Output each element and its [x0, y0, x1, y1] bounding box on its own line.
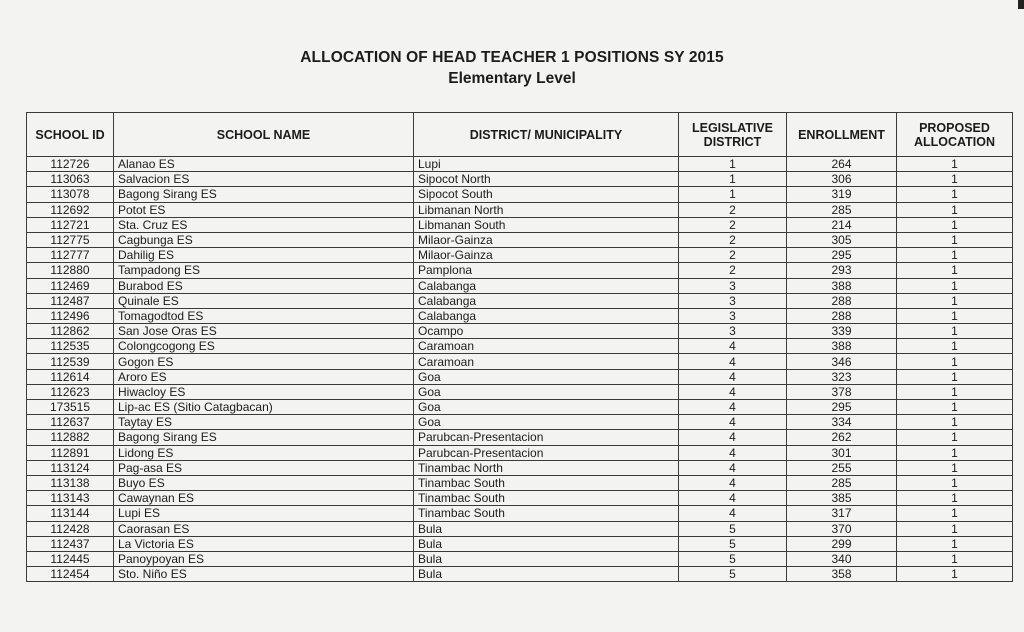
cell-enrollment: 346 — [787, 354, 897, 369]
cell-district: Pamplona — [414, 263, 679, 278]
cell-legislative-district: 4 — [679, 491, 787, 506]
table-row — [27, 369, 1013, 384]
cell-school-id: 112487 — [27, 293, 114, 308]
cell-proposed-allocation: 1 — [897, 248, 1013, 263]
table-row — [27, 445, 1013, 460]
cell-district: Tinambac North — [414, 460, 679, 475]
table-row — [27, 293, 1013, 308]
cell-school-id: 112445 — [27, 551, 114, 566]
table-row — [27, 339, 1013, 354]
cell-legislative-district: 4 — [679, 339, 787, 354]
table-row — [27, 157, 1013, 172]
scan-mark — [1018, 0, 1024, 9]
cell-legislative-district: 3 — [679, 293, 787, 308]
cell-proposed-allocation: 1 — [897, 521, 1013, 536]
cell-school-name: Hiwacloy ES — [114, 384, 414, 399]
cell-district: Sipocot North — [414, 172, 679, 187]
cell-school-name: Panoypoyan ES — [114, 551, 414, 566]
cell-school-name: Cagbunga ES — [114, 232, 414, 247]
table-row — [27, 521, 1013, 536]
table-row — [27, 460, 1013, 475]
cell-school-id: 112496 — [27, 308, 114, 323]
cell-school-id: 112454 — [27, 567, 114, 582]
cell-school-id: 112469 — [27, 278, 114, 293]
cell-school-name: Gogon ES — [114, 354, 414, 369]
cell-legislative-district: 5 — [679, 551, 787, 566]
cell-enrollment: 295 — [787, 248, 897, 263]
cell-school-id: 113143 — [27, 491, 114, 506]
cell-district: Caramoan — [414, 339, 679, 354]
cell-district: Tinambac South — [414, 491, 679, 506]
header-district: DISTRICT/ MUNICIPALITY — [414, 113, 679, 157]
cell-legislative-district: 2 — [679, 202, 787, 217]
cell-enrollment: 378 — [787, 384, 897, 399]
cell-enrollment: 285 — [787, 202, 897, 217]
header-proposed-allocation: PROPOSED ALLOCATION — [897, 113, 1013, 157]
cell-school-name: Pag-asa ES — [114, 460, 414, 475]
cell-proposed-allocation: 1 — [897, 263, 1013, 278]
cell-proposed-allocation: 1 — [897, 415, 1013, 430]
cell-school-name: Tampadong ES — [114, 263, 414, 278]
cell-school-id: 112880 — [27, 263, 114, 278]
table-header-row — [27, 113, 1013, 157]
cell-legislative-district: 5 — [679, 536, 787, 551]
cell-district: Libmanan North — [414, 202, 679, 217]
cell-proposed-allocation: 1 — [897, 491, 1013, 506]
table-row — [27, 172, 1013, 187]
cell-school-id: 173515 — [27, 400, 114, 415]
cell-district: Caramoan — [414, 354, 679, 369]
cell-proposed-allocation: 1 — [897, 445, 1013, 460]
allocation-table — [26, 112, 1013, 582]
cell-legislative-district: 4 — [679, 400, 787, 415]
table-row — [27, 187, 1013, 202]
table-row — [27, 263, 1013, 278]
cell-school-name: Lupi ES — [114, 506, 414, 521]
cell-school-name: Dahilig ES — [114, 248, 414, 263]
cell-legislative-district: 4 — [679, 475, 787, 490]
cell-legislative-district: 4 — [679, 369, 787, 384]
cell-district: Sipocot South — [414, 187, 679, 202]
table-row — [27, 415, 1013, 430]
cell-proposed-allocation: 1 — [897, 475, 1013, 490]
table-row — [27, 232, 1013, 247]
cell-proposed-allocation: 1 — [897, 339, 1013, 354]
cell-school-id: 112623 — [27, 384, 114, 399]
cell-school-id: 113078 — [27, 187, 114, 202]
cell-school-id: 113144 — [27, 506, 114, 521]
header-school-name: SCHOOL NAME — [114, 113, 414, 157]
cell-school-id: 112775 — [27, 232, 114, 247]
cell-district: Goa — [414, 369, 679, 384]
document-subtitle: Elementary Level — [448, 70, 576, 87]
cell-school-name: Bagong Sirang ES — [114, 187, 414, 202]
cell-proposed-allocation: 1 — [897, 172, 1013, 187]
cell-district: Lupi — [414, 157, 679, 172]
cell-enrollment: 301 — [787, 445, 897, 460]
cell-district: Parubcan-Presentacion — [414, 430, 679, 445]
cell-proposed-allocation: 1 — [897, 293, 1013, 308]
table-row — [27, 217, 1013, 232]
table-row — [27, 551, 1013, 566]
cell-enrollment: 295 — [787, 400, 897, 415]
cell-school-name: Tomagodtod ES — [114, 308, 414, 323]
cell-enrollment: 323 — [787, 369, 897, 384]
cell-proposed-allocation: 1 — [897, 369, 1013, 384]
cell-legislative-district: 1 — [679, 172, 787, 187]
document-title: ALLOCATION OF HEAD TEACHER 1 POSITIONS SY 2015 — [300, 49, 724, 66]
cell-proposed-allocation: 1 — [897, 202, 1013, 217]
cell-proposed-allocation: 1 — [897, 157, 1013, 172]
cell-district: Milaor-Gainza — [414, 232, 679, 247]
cell-school-name: Cawaynan ES — [114, 491, 414, 506]
cell-enrollment: 340 — [787, 551, 897, 566]
cell-school-id: 113138 — [27, 475, 114, 490]
table-row — [27, 354, 1013, 369]
table-row — [27, 506, 1013, 521]
cell-enrollment: 339 — [787, 324, 897, 339]
cell-district: Calabanga — [414, 308, 679, 323]
cell-school-id: 112692 — [27, 202, 114, 217]
cell-legislative-district: 4 — [679, 430, 787, 445]
cell-district: Bula — [414, 536, 679, 551]
cell-district: Calabanga — [414, 278, 679, 293]
cell-enrollment: 214 — [787, 217, 897, 232]
cell-proposed-allocation: 1 — [897, 232, 1013, 247]
cell-proposed-allocation: 1 — [897, 384, 1013, 399]
cell-proposed-allocation: 1 — [897, 278, 1013, 293]
cell-school-name: Aroro ES — [114, 369, 414, 384]
cell-legislative-district: 4 — [679, 354, 787, 369]
cell-school-id: 113124 — [27, 460, 114, 475]
cell-proposed-allocation: 1 — [897, 354, 1013, 369]
header-school-id: SCHOOL ID — [27, 113, 114, 157]
cell-proposed-allocation: 1 — [897, 551, 1013, 566]
cell-school-name: Alanao ES — [114, 157, 414, 172]
cell-enrollment: 358 — [787, 567, 897, 582]
cell-enrollment: 288 — [787, 308, 897, 323]
cell-proposed-allocation: 1 — [897, 567, 1013, 582]
cell-proposed-allocation: 1 — [897, 400, 1013, 415]
table-row — [27, 278, 1013, 293]
table-row — [27, 491, 1013, 506]
cell-district: Tinambac South — [414, 475, 679, 490]
cell-enrollment: 305 — [787, 232, 897, 247]
cell-school-name: Caorasan ES — [114, 521, 414, 536]
cell-school-name: Colongcogong ES — [114, 339, 414, 354]
cell-district: Goa — [414, 400, 679, 415]
cell-district: Bula — [414, 567, 679, 582]
cell-school-name: Sta. Cruz ES — [114, 217, 414, 232]
cell-district: Calabanga — [414, 293, 679, 308]
cell-school-name: Quinale ES — [114, 293, 414, 308]
cell-school-name: Potot ES — [114, 202, 414, 217]
cell-school-name: San Jose Oras ES — [114, 324, 414, 339]
cell-school-name: Salvacion ES — [114, 172, 414, 187]
cell-legislative-district: 4 — [679, 460, 787, 475]
cell-proposed-allocation: 1 — [897, 460, 1013, 475]
cell-legislative-district: 5 — [679, 521, 787, 536]
cell-legislative-district: 3 — [679, 324, 787, 339]
cell-legislative-district: 4 — [679, 384, 787, 399]
cell-proposed-allocation: 1 — [897, 187, 1013, 202]
cell-proposed-allocation: 1 — [897, 308, 1013, 323]
table-row — [27, 202, 1013, 217]
cell-legislative-district: 5 — [679, 567, 787, 582]
cell-school-name: La Victoria ES — [114, 536, 414, 551]
cell-enrollment: 306 — [787, 172, 897, 187]
cell-enrollment: 264 — [787, 157, 897, 172]
cell-district: Milaor-Gainza — [414, 248, 679, 263]
cell-school-name: Bagong Sirang ES — [114, 430, 414, 445]
cell-legislative-district: 4 — [679, 415, 787, 430]
cell-enrollment: 370 — [787, 521, 897, 536]
cell-school-id: 112726 — [27, 157, 114, 172]
cell-enrollment: 317 — [787, 506, 897, 521]
cell-school-name: Burabod ES — [114, 278, 414, 293]
cell-school-name: Sto. Niño ES — [114, 567, 414, 582]
cell-school-id: 112428 — [27, 521, 114, 536]
table-row — [27, 324, 1013, 339]
cell-district: Ocampo — [414, 324, 679, 339]
table-row — [27, 430, 1013, 445]
cell-school-id: 113063 — [27, 172, 114, 187]
cell-legislative-district: 4 — [679, 445, 787, 460]
cell-school-id: 112535 — [27, 339, 114, 354]
table-row — [27, 248, 1013, 263]
cell-legislative-district: 1 — [679, 187, 787, 202]
cell-legislative-district: 2 — [679, 248, 787, 263]
cell-school-name: Lidong ES — [114, 445, 414, 460]
cell-proposed-allocation: 1 — [897, 430, 1013, 445]
cell-enrollment: 255 — [787, 460, 897, 475]
cell-enrollment: 299 — [787, 536, 897, 551]
cell-enrollment: 388 — [787, 278, 897, 293]
cell-district: Libmanan South — [414, 217, 679, 232]
cell-school-id: 112891 — [27, 445, 114, 460]
cell-school-id: 112614 — [27, 369, 114, 384]
cell-legislative-district: 2 — [679, 232, 787, 247]
cell-school-name: Taytay ES — [114, 415, 414, 430]
cell-proposed-allocation: 1 — [897, 506, 1013, 521]
cell-district: Tinambac South — [414, 506, 679, 521]
cell-legislative-district: 2 — [679, 217, 787, 232]
cell-school-id: 112539 — [27, 354, 114, 369]
cell-enrollment: 319 — [787, 187, 897, 202]
cell-school-id: 112777 — [27, 248, 114, 263]
table-row — [27, 384, 1013, 399]
cell-legislative-district: 4 — [679, 506, 787, 521]
cell-legislative-district: 3 — [679, 278, 787, 293]
cell-district: Goa — [414, 415, 679, 430]
cell-enrollment: 334 — [787, 415, 897, 430]
table-row — [27, 308, 1013, 323]
cell-school-id: 112862 — [27, 324, 114, 339]
table-row — [27, 536, 1013, 551]
cell-proposed-allocation: 1 — [897, 217, 1013, 232]
cell-enrollment: 385 — [787, 491, 897, 506]
cell-enrollment: 388 — [787, 339, 897, 354]
cell-school-id: 112721 — [27, 217, 114, 232]
cell-school-id: 112637 — [27, 415, 114, 430]
cell-enrollment: 293 — [787, 263, 897, 278]
cell-enrollment: 288 — [787, 293, 897, 308]
cell-district: Goa — [414, 384, 679, 399]
cell-district: Bula — [414, 551, 679, 566]
cell-district: Parubcan-Presentacion — [414, 445, 679, 460]
cell-proposed-allocation: 1 — [897, 324, 1013, 339]
cell-school-name: Buyo ES — [114, 475, 414, 490]
cell-school-id: 112437 — [27, 536, 114, 551]
header-legislative-district: LEGISLATIVE DISTRICT — [679, 113, 787, 157]
cell-school-id: 112882 — [27, 430, 114, 445]
cell-legislative-district: 1 — [679, 157, 787, 172]
table-row — [27, 567, 1013, 582]
cell-legislative-district: 3 — [679, 308, 787, 323]
cell-district: Bula — [414, 521, 679, 536]
cell-school-name: Lip-ac ES (Sitio Catagbacan) — [114, 400, 414, 415]
cell-enrollment: 262 — [787, 430, 897, 445]
header-enrollment: ENROLLMENT — [787, 113, 897, 157]
cell-proposed-allocation: 1 — [897, 536, 1013, 551]
table-row — [27, 475, 1013, 490]
cell-enrollment: 285 — [787, 475, 897, 490]
table-row — [27, 400, 1013, 415]
cell-legislative-district: 2 — [679, 263, 787, 278]
